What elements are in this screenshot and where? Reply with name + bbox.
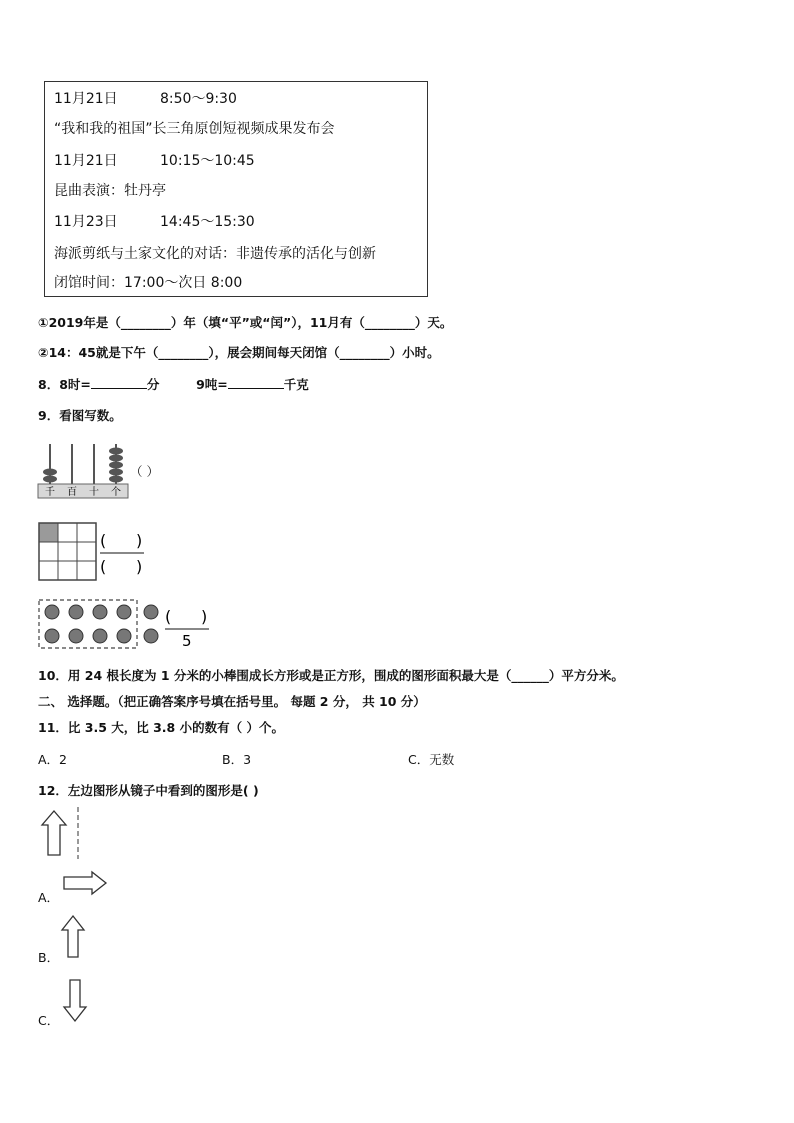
dot xyxy=(69,605,83,619)
right-arrow-icon xyxy=(64,872,106,894)
up-arrow-icon xyxy=(42,811,66,855)
abacus-bead xyxy=(109,469,123,476)
schedule-date: 11月21日 xyxy=(54,153,118,169)
schedule-date: 11月23日 xyxy=(54,214,118,230)
schedule-event-3: 海派剪纸与土家文化的对话：非遗传承的活化与创新 xyxy=(54,246,376,262)
schedule-box xyxy=(44,81,428,297)
q12-option-a-figure[interactable] xyxy=(62,870,108,896)
grid-shaded-cell xyxy=(39,523,58,542)
schedule-time: 8:50～9:30 xyxy=(160,91,237,107)
q8 xyxy=(38,375,309,393)
abacus-label: 个 xyxy=(111,487,121,498)
closing-time: 闭馆时间：17:00～次日 8:00 xyxy=(54,275,243,291)
abacus-bead xyxy=(109,455,123,462)
dot xyxy=(144,629,158,643)
q8-unit-kg: 千克 xyxy=(283,377,309,392)
schedule-row-3 xyxy=(54,211,255,231)
q10: 10．用 24 根长度为 1 分米的小棒围成长方形或是正方形，围成的图形面积最大是（______）平方分米。 xyxy=(38,668,624,683)
paren-close: ) xyxy=(136,531,143,550)
paren-close: ) xyxy=(201,607,208,626)
q11-option-c[interactable]: C．无数 xyxy=(408,752,455,767)
q11-option-a[interactable]: A．2 xyxy=(38,752,68,767)
abacus-bead xyxy=(109,448,123,455)
dot xyxy=(93,629,107,643)
abacus-bead xyxy=(109,462,123,469)
q8-unit-minutes: 分 xyxy=(146,377,160,392)
abacus-label: 十 xyxy=(89,487,99,498)
fraction-denominator: 5 xyxy=(182,632,192,650)
dot xyxy=(144,605,158,619)
schedule-time: 10:15～10:45 xyxy=(160,153,255,169)
grid-fraction-blank[interactable] xyxy=(98,528,148,578)
schedule-date: 11月21日 xyxy=(54,91,118,107)
q11-stem: 11．比 3.5 大，比 3.8 小的数有（ ）个。 xyxy=(38,720,284,735)
dot xyxy=(45,605,59,619)
abacus-label: 千 xyxy=(45,487,55,498)
paren-open: ( xyxy=(100,531,107,550)
q11-option-b[interactable]: B．3 xyxy=(222,752,252,767)
section2-heading: 二、 选择题。（把正确答案序号填在括号里。 每题 2 分， 共 10 分） xyxy=(38,694,426,709)
down-arrow-icon xyxy=(64,980,86,1021)
abacus-label: 百 xyxy=(67,487,77,498)
dots-fraction-blank[interactable] xyxy=(163,604,213,650)
paren-open: ( xyxy=(100,557,107,576)
schedule-row-1 xyxy=(54,88,237,108)
abacus-figure xyxy=(37,440,129,500)
q7-part1: ①2019年是（________）年（填“平”或“闰”），11月有（________）天。 xyxy=(38,315,453,330)
abacus-bead xyxy=(43,469,57,476)
dot xyxy=(93,605,107,619)
abacus-answer-blank[interactable]: （ ） xyxy=(130,464,159,479)
q9-title: 9．看图写数。 xyxy=(38,408,122,423)
dot xyxy=(117,605,131,619)
schedule-event-2: 昆曲表演：牡丹亭 xyxy=(54,183,166,199)
q12-option-b[interactable]: B． xyxy=(38,950,60,965)
schedule-row-2 xyxy=(54,150,255,170)
q8-hours: 8．8时= xyxy=(38,377,91,392)
q12-option-a[interactable]: A． xyxy=(38,890,60,905)
abacus-bead xyxy=(43,476,57,483)
dot xyxy=(117,629,131,643)
paren-close: ) xyxy=(136,557,143,576)
dot xyxy=(69,629,83,643)
paren-open: ( xyxy=(165,607,172,626)
grid-figure xyxy=(38,522,98,582)
q12-option-c[interactable]: C． xyxy=(38,1013,60,1028)
q7-part2: ②14：45就是下午（________），展会期间每天闭馆（________）小时。 xyxy=(38,345,440,360)
answer-blank[interactable] xyxy=(228,376,284,389)
up-arrow-icon xyxy=(62,916,84,957)
abacus-bead xyxy=(109,476,123,483)
q12-stem: 12．左边图形从镜子中看到的图形是( ) xyxy=(38,783,259,798)
schedule-event-1: “我和我的祖国”长三角原创短视频成果发布会 xyxy=(54,121,335,137)
dots-figure xyxy=(37,598,167,650)
q12-original-figure xyxy=(38,805,88,861)
q8-tons: 9吨= xyxy=(196,377,228,392)
q12-option-c-figure[interactable] xyxy=(62,978,88,1024)
q12-option-b-figure[interactable] xyxy=(60,914,86,960)
schedule-time: 14:45～15:30 xyxy=(160,214,255,230)
answer-blank[interactable] xyxy=(91,376,147,389)
dot xyxy=(45,629,59,643)
